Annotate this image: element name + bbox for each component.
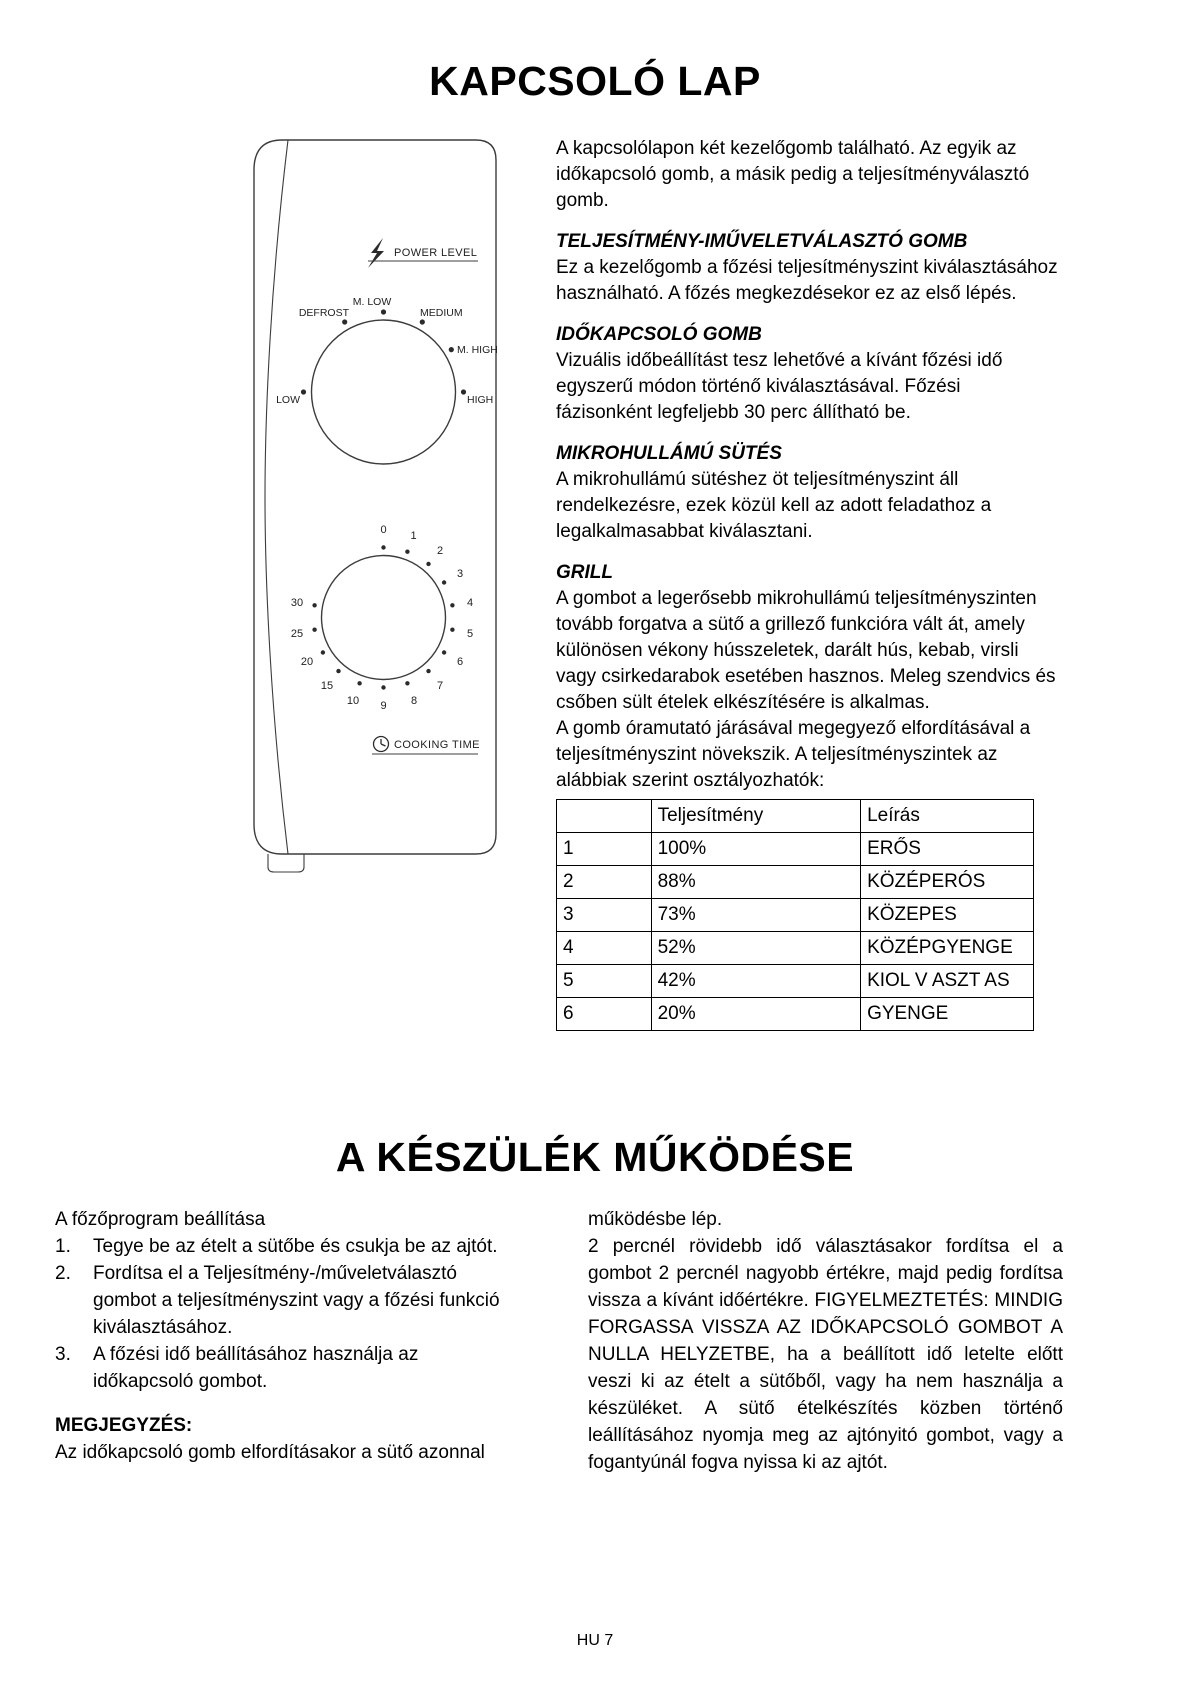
table-header-cell: Leírás [861, 800, 1034, 833]
step-text: Tegye be az ételt a sütőbe és csukja be az ajtót. [93, 1236, 498, 1257]
table-header-cell [557, 800, 652, 833]
step-number: 2. [55, 1263, 71, 1284]
time-label-3: 3 [456, 568, 464, 580]
table-cell: 4 [557, 932, 652, 965]
dial-label-m-high: M. HIGH [457, 344, 498, 356]
body-grill-levels: A gomb óramutató járásával megegyező elfordításával a teljesítményszint növekszik. A teljesítményszintek az alábbiak szerint osztályozhatók: [556, 718, 1031, 791]
time-label-6: 6 [456, 656, 464, 668]
time-label-2: 2 [436, 545, 444, 557]
heading-microwave-cooking: MIKROHULLÁMÚ SÜTÉS [556, 443, 782, 464]
heading-power-selector: TELJESÍTMÉNY-IMŰVELETVÁLASZTÓ GOMB [556, 231, 968, 252]
table-row [557, 998, 1034, 1031]
time-label-10: 10 [346, 695, 360, 707]
table-header-cell: Teljesítmény [651, 800, 860, 833]
table-row [557, 899, 1034, 932]
time-label-5: 5 [466, 628, 474, 640]
table-row [557, 833, 1034, 866]
step-number: 1. [55, 1236, 71, 1257]
heading-grill: GRILL [556, 562, 613, 583]
table-cell: 1 [557, 833, 652, 866]
table-cell: 42% [651, 965, 860, 998]
body-timer-knob: Vizuális időbeállítást tesz lehetővé a kívánt főzési idő egyszerű módon történő kiválasztásával. Főzési fázisonként legfeljebb 30 perc állítható be. [556, 350, 1003, 423]
table-cell: 100% [651, 833, 860, 866]
dial-label-high: HIGH [467, 394, 494, 406]
table-cell: KÖZÉPERÓS [861, 866, 1034, 899]
power-knob [312, 320, 456, 464]
table-cell: 5 [557, 965, 652, 998]
dial-label-medium: MEDIUM [420, 307, 463, 319]
heading-timer-knob: IDŐKAPCSOLÓ GOMB [556, 324, 762, 345]
page-title: KAPCSOLÓ LAP [429, 58, 761, 104]
table-cell: 88% [651, 866, 860, 899]
table-cell: KÖZÉPGYENGE [861, 932, 1034, 965]
time-label-30: 30 [290, 597, 304, 609]
time-label-8: 8 [410, 695, 418, 707]
page-number: HU 7 [576, 1632, 614, 1649]
time-knob [322, 556, 446, 680]
power-level-header [368, 238, 478, 268]
table-cell: 20% [651, 998, 860, 1031]
time-label-9: 9 [380, 700, 387, 712]
table-cell: ERŐS [861, 833, 1034, 866]
cooking-time-header [372, 737, 480, 755]
power-level-label: POWER LEVEL [394, 247, 478, 259]
warning-paragraph: 2 percnél rövidebb idő választásakor fordítsa el a gombot 2 percnél nagyobb értékre, majd pedig fordítsa vissza a kívánt időértékre. FIGYELMEZTETÉS: MINDIG FORGASSA VISSZA AZ IDŐKAPCSOLÓ GOMBOT A NULLA HELYZETBE, ha a beállított idő letelte előtt veszi ki az ételt a sütőből, vagy ha nem használja a készüléket. A sütő ételkészítés közben történő leállításához nyomja meg az ajtónyitó gombot, vagy a fogantyúnál fogva nyissa ki az ajtót. [588, 1236, 1063, 1473]
list-item [55, 1260, 515, 1341]
table-cell: 73% [651, 899, 860, 932]
table-cell: 6 [557, 998, 652, 1031]
table-row [557, 932, 1034, 965]
dial-label-defrost: DEFROST [298, 307, 349, 319]
time-dial-ticks [312, 545, 454, 689]
control-panel-illustration [238, 130, 520, 878]
body-grill: A gombot a legerősebb mikrohullámú teljesítményszinten tovább forgatva a sütő a grillező funkcióra vált át, amely különösen vékony hússzeletek, darált hús, kebab, virsli vagy csirkedarabok esetében hasznos. Meleg szendvics és csőben sült ételek elkészítésére is alkalmas. [556, 588, 1056, 713]
lightning-icon [368, 238, 384, 268]
table-row [557, 965, 1034, 998]
intro-paragraph: A kapcsolólapon két kezelőgomb található. Az egyik az időkapcsoló gomb, a másik pedig a teljesítményválasztó gomb. [556, 138, 1030, 211]
operation-left-column [55, 1206, 515, 1466]
continuation-text: működésbe lép. [588, 1209, 723, 1230]
time-label-20: 20 [300, 656, 314, 668]
time-label-15: 15 [320, 680, 334, 692]
table-cell: 52% [651, 932, 860, 965]
list-item [55, 1341, 515, 1395]
section-title: A KÉSZÜLÉK MŰKÖDÉSE [335, 1134, 855, 1180]
table-cell: GYENGE [861, 998, 1034, 1031]
table-cell: 3 [557, 899, 652, 932]
table-header-row [557, 800, 1034, 833]
clock-icon [374, 737, 389, 752]
time-label-4: 4 [466, 597, 474, 609]
cooking-time-label: COOKING TIME [394, 739, 480, 751]
step-text: A főzési idő beállításához használja az időkapcsoló gombot. [93, 1344, 419, 1392]
table-row [557, 866, 1034, 899]
body-power-selector: Ez a kezelőgomb a főzési teljesítményszint kiválasztásához használható. A főzés megkezdésekor ez az első lépés. [556, 257, 1058, 304]
time-label-1: 1 [410, 530, 417, 542]
time-label-25: 25 [290, 628, 304, 640]
time-label-7: 7 [436, 680, 444, 692]
list-item [55, 1233, 515, 1260]
program-setup-intro: A főzőprogram beállítása [55, 1209, 266, 1230]
operation-right-column [588, 1206, 1063, 1476]
dial-label-low: LOW [276, 394, 300, 406]
body-microwave-cooking: A mikrohullámú sütéshez öt teljesítményszint áll rendelkezésre, ezek közül kell az adott feladathoz a legalkalmasabbat kiválasztani. [556, 469, 992, 542]
table-cell: KIOL V ASZT AS [861, 965, 1034, 998]
note-body: Az időkapcsoló gomb elfordításakor a sütő azonnal [55, 1442, 485, 1463]
panel-description-column [556, 136, 1061, 1031]
note-heading: MEGJEGYZÉS: [55, 1415, 193, 1436]
power-dial-ticks [298, 307, 466, 394]
dial-label-m-low: M. LOW [352, 296, 392, 308]
table-cell: 2 [557, 866, 652, 899]
table-cell: KÖZEPES [861, 899, 1034, 932]
power-dial-labels [276, 296, 498, 406]
power-levels-table [556, 799, 1034, 1031]
step-text: Fordítsa el a Teljesítmény-/műveletválasztó gombot a teljesítményszint vagy a főzési funkció kiválasztásához. [93, 1263, 500, 1338]
step-number: 3. [55, 1344, 71, 1365]
time-label-0: 0 [380, 524, 387, 536]
